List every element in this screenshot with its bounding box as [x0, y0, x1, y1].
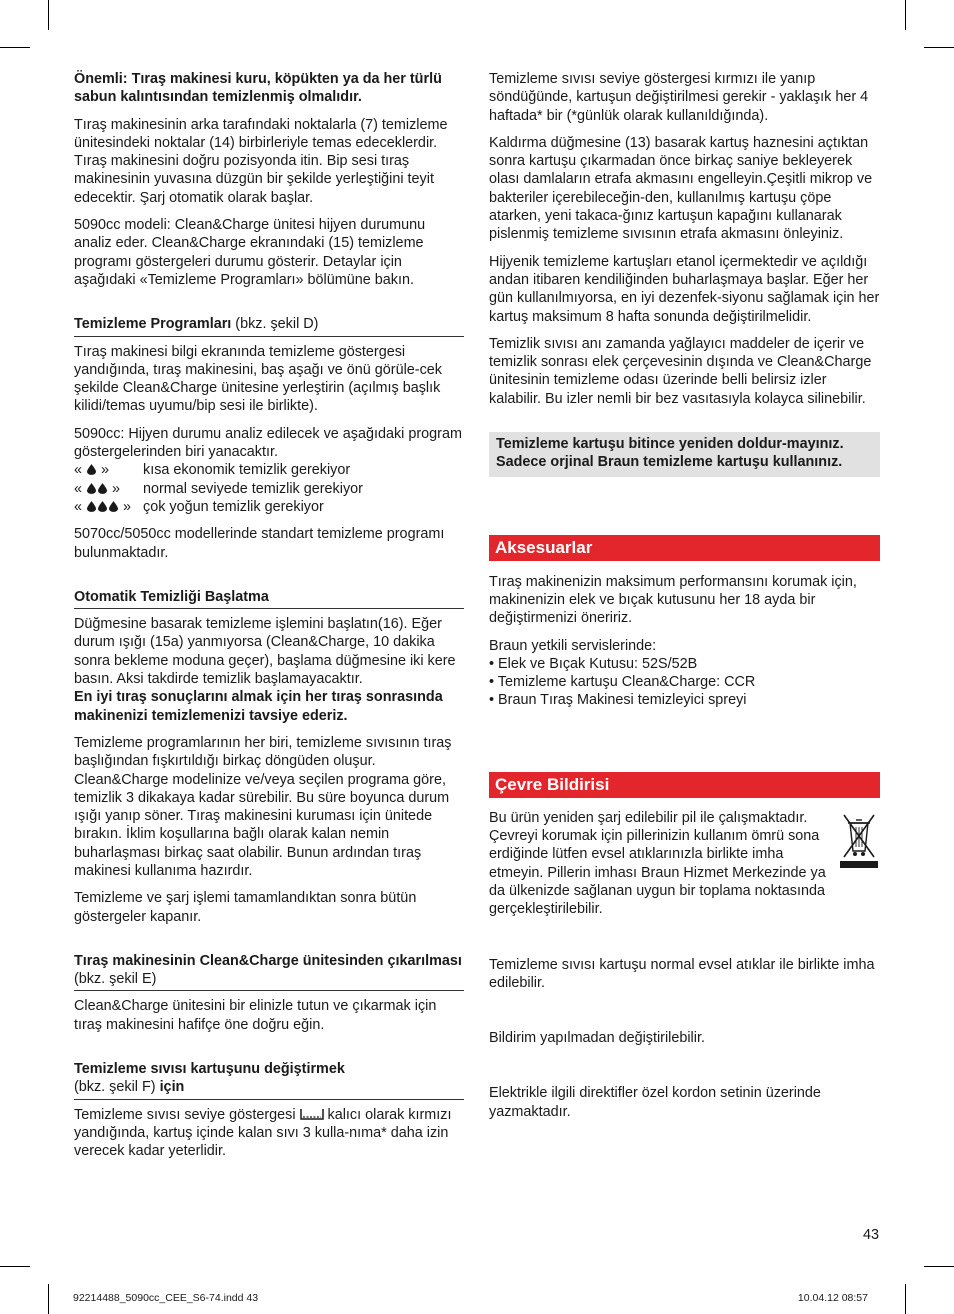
paragraph: 5090cc: Hijyen durumu analiz edilecek ve aşağıdaki program göstergelerinden biri yanacaktır.: [74, 425, 462, 461]
drop-icon: [98, 501, 107, 512]
refill-warning-box: Temizleme kartuşu bitince yeniden doldur-mayınız. Sadece orjinal Braun temizleme kartuşu kullanınız.: [489, 432, 880, 477]
paragraph: Temizlik sıvısı anı zamanda yağlayıcı maddeler de içerir ve temizlik sonrası elek çerçevesinin dışında ve Clean&Charge ünitesinin temizleme odası üzerinde belli belirsiz izler kalabilir. Bu izler nemli bir bez vasıtasıyla kolayca silinebilir.: [489, 335, 872, 407]
paragraph: Temizleme sıvısı kartuşu normal evsel atıklar ile birlikte imha edilebilir.: [489, 956, 875, 991]
drop-indicator-row: « » normal seviyede temizlik gerekiyor: [74, 480, 363, 497]
list-item: • Elek ve Bıçak Kutusu: 52S/52B: [489, 655, 880, 673]
drop-icon: [87, 464, 96, 475]
environment-heading: Çevre Bildirisi: [489, 772, 880, 798]
crop-mark: [924, 47, 954, 48]
paragraph: Tıraş makinesinin arka tarafındaki noktalarla (7) temizleme ünitesindeki noktalar (14) birbirleriyle temas edeceklerdir. Tıraş makinesini doğru pozisyonda itin. Bip sesi tıraş makinesinin yuvasına düzgün bir şekilde yerleştiğini teyit edecektir. Şarj otomatik olarak başlar.: [74, 116, 448, 206]
section-heading-auto-clean: Otomatik Temizliği Başlatma: [74, 588, 464, 609]
section-heading-remove: Tıraş makinesinin Clean&Charge ünitesinden çıkarılması (bkz. şekil E): [74, 952, 464, 992]
print-slug-date: 10.04.12 08:57: [797, 1292, 868, 1304]
drop-icon: [109, 501, 118, 512]
crop-mark: [48, 0, 49, 30]
paragraph: Tıraş makinesi bilgi ekranında temizleme göstergesi yandığında, tıraş makinesini, baş aşağı ve önü görüle-cek şekilde Clean&Charge ünitesine yerleştirin (açılmış başlık kilidi/temas uyumu/bip sesi ile birlikte).: [74, 343, 442, 415]
drop-icon: [87, 483, 96, 494]
crop-mark: [48, 1284, 49, 1314]
environment-notice: [489, 809, 880, 919]
accessories-list: [489, 655, 880, 710]
drop-icon: [87, 501, 96, 512]
paragraph: Hijyenik temizleme kartuşları etanol içermektedir ve açıldığı andan itibaren kendiliğinden buharlaşmaya başlar. Eğer her gün kullanılmıyorsa, en iyi dezenfek-siyonu sağlamak için her kartuş maksimum 8 hafta sonunda değiştirilmelidir.: [489, 253, 880, 325]
paragraph: Temizleme sıvısı seviye göstergesi kırmızı ile yanıp söndüğünde, kartuşun değiştirilmesi gerekir - yaklaşık her 4 haftada* bir (*günlük olarak kullanıldığında).: [489, 71, 869, 124]
right-column: [489, 70, 880, 1130]
drop-indicator-list: [74, 425, 464, 516]
cartridge-level-icon: [300, 1108, 324, 1120]
paragraph: Clean&Charge ünitesini bir elinizle tutun ve çıkarmak için tıraş makinesini hafifçe öne doğru eğin.: [74, 998, 437, 1033]
paragraph: Elektrikle ilgili direktifler özel kordon setinin üzerinde yazmaktadır.: [489, 1085, 821, 1120]
paragraph: Bildirim yapılmadan değiştirilebilir.: [489, 1030, 705, 1047]
crop-mark: [0, 47, 30, 48]
paragraph: Temizleme sıvısı seviye göstergesi kalıcı olarak kırmızı yandığında, kartuş içinde kalan sıvı 3 kulla-nıma* daha izin verecek kadar yeterlidir.: [74, 1106, 452, 1160]
crossed-bin-icon: [840, 811, 878, 869]
accessories-heading: Aksesuarlar: [489, 535, 880, 561]
paragraph: Braun yetkili servislerinde:: [489, 637, 657, 654]
paragraph: Kaldırma düğmesine (13) basarak kartuş haznesini açtıktan sonra kartuşu çıkarmadan önce birkaç saniye bekleyerek olası damlaların etrafa akmasını engelleyin.Çeşitli mikrop ve bakteriler içerebileceğin-den, kullanılmış kartuşu çöpe atarken, yeni takaca-ğınız kartuşun kapağını kullanarak pislenmiş temizleme sıvısının etrafa akmasını önleyiniz.: [489, 134, 873, 243]
drop-icon: [98, 483, 107, 494]
paragraph: 5090cc modeli: Clean&Charge ünitesi hijyen durumunu analiz eder. Clean&Charge ekranındaki (15) temizleme programı göstergeleri durumu gösterir. Detaylar için aşağıdaki «Temizleme Programları» bölümüne bakın.: [74, 217, 426, 288]
section-heading-cartridge: Temizleme sıvısı kartuşunu değiştirmek (bkz. şekil F) için: [74, 1060, 464, 1100]
list-item: • Temizleme kartuşu Clean&Charge: CCR: [489, 673, 880, 691]
paragraph: Düğmesine basarak temizleme işlemini başlatın(16). Eğer durum ışığı (15a) yanmıyorsa (Clean&Charge, 10 dakika sonra bekleme moduna geçer), başlama düğmesine iki kere basın. Aksi takdirde temizlik başlamayacaktır.: [74, 616, 456, 688]
crop-mark: [0, 1266, 30, 1267]
crop-mark: [905, 0, 906, 30]
crop-mark: [905, 1284, 906, 1314]
list-item: • Braun Tıraş Makinesi temizleyici spreyi: [489, 691, 880, 709]
important-note: Önemli: Tıraş makinesi kuru, köpükten ya da her türlü sabun kalıntısından temizlenmiş olmalıdır.: [74, 71, 442, 106]
paragraph: Temizleme ve şarj işlemi tamamlandıktan sonra bütün göstergeler kapanır.: [74, 890, 417, 925]
print-slug-file: 92214488_5090cc_CEE_S6-74.indd 43: [73, 1292, 259, 1304]
left-column: [74, 70, 464, 1170]
page-number: 43: [862, 1227, 879, 1243]
paragraph: 5070cc/5050cc modellerinde standart temizleme programı bulunmaktadır.: [74, 526, 445, 561]
paragraph: Tıraş makinenizin maksimum performansını korumak için, makinenizin elek ve bıçak kutusunu her 18 ayda bir değiştirmenizi öneririz.: [489, 573, 857, 627]
drop-indicator-row: « » çok yoğun temizlik gerekiyor: [74, 498, 324, 515]
crop-mark: [924, 1266, 954, 1267]
paragraph: Temizleme programlarının her biri, temizleme sıvısının tıraş başlığından fışkırtıldığı birkaç döngüden oluşur. Clean&Charge modelinize ve/veya seçilen programa göre, temizlik 3 dikakaya kadar sürebilir. Bu süre boyunca durum ışığı yanıp söner. Tıraş makinesini kuruması için ünitede bırakın. İklim koşullarına bağlı olarak kalan nemin buharlaşması birkaç saat olabilir. Bunun ardından tıraş makinesi kullanıma hazırdır.: [74, 734, 452, 879]
recommendation-note: En iyi tıraş sonuçlarını almak için her tıraş sonrasında makinenizi temizlemenizi tavsiye ederiz.: [74, 689, 443, 724]
drop-indicator-row: « » kısa ekonomik temizlik gerekiyor: [74, 462, 351, 479]
paragraph: Bu ürün yeniden şarj edilebilir pil ile çalışmaktadır. Çevreyi korumak için pillerinizin kullanım ömrü sona erdiğinde lütfen evsel atıklarınızla birlikte imha etmeyin. Pillerin imhası Braun Hizmet Merkezinde ya da ülkenizde sağlanan uygun bir toplama noktasında gerçekleştirilebilir.: [489, 809, 826, 918]
section-heading-programs: Temizleme Programları (bkz. şekil D): [74, 315, 464, 336]
